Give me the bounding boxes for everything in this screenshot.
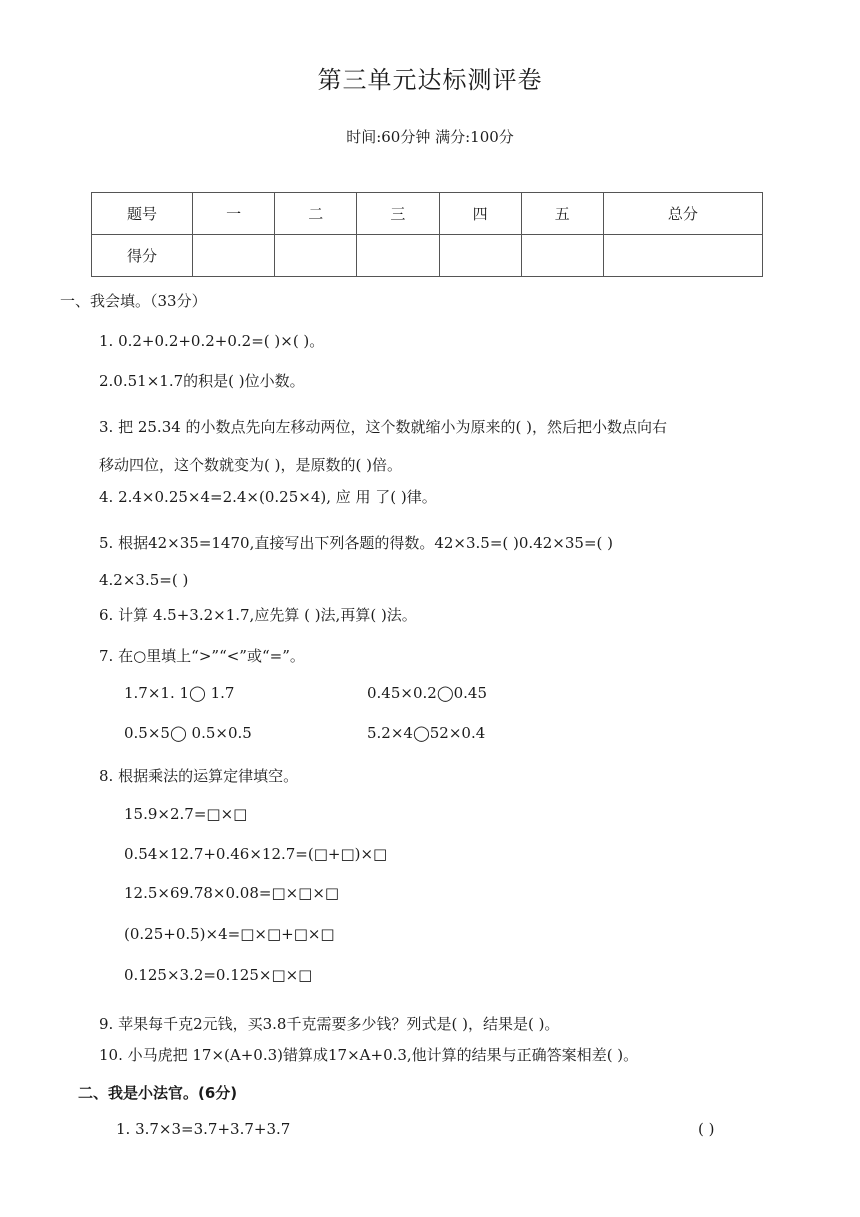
question-3-line2: 移动四位，这个数就变为( )，是原数的( )倍。 (99, 456, 402, 474)
header-section-5: 五 (521, 193, 603, 235)
header-section-3: 三 (357, 193, 439, 235)
question-10: 10. 小马虎把 17×(A+0.3)错算成17×A+0.3,他计算的结果与正确答案相差( )。 (99, 1046, 639, 1064)
question-4: 4. 2.4×0.25×4=2.4×(0.25×4), 应 用 了( )律。 (99, 488, 437, 506)
question-2: 2.0.51×1.7的积是( )位小数。 (99, 372, 305, 390)
law-item-1: 15.9×2.7=□×□ (124, 805, 248, 823)
score-cell-total[interactable] (603, 235, 762, 277)
header-section-2: 二 (275, 193, 357, 235)
law-item-3: 12.5×69.78×0.08=□×□×□ (124, 884, 340, 902)
header-section-4: 四 (439, 193, 521, 235)
law-item-5: 0.125×3.2=0.125×□×□ (124, 966, 313, 984)
header-section-1: 一 (193, 193, 275, 235)
score-cell-5[interactable] (521, 235, 603, 277)
header-question-number: 题号 (92, 193, 193, 235)
compare-item-4: 5.2×4◯52×0.4 (367, 724, 486, 742)
compare-item-2: 0.45×0.2◯0.45 (367, 684, 488, 702)
score-cell-3[interactable] (357, 235, 439, 277)
page-title: 第三单元达标测评卷 (317, 66, 543, 94)
section2-heading: 二、我是小法官。(6分) (78, 1084, 238, 1102)
question-5-line1: 5. 根据42×35=1470,直接写出下列各题的得数。42×3.5=( )0.42×35=( ) (99, 534, 613, 552)
question-9: 9. 苹果每千克2元钱，买3.8千克需要多少钱？列式是( )，结果是( )。 (99, 1015, 560, 1033)
question-5-line2: 4.2×3.5=( ) (99, 571, 189, 589)
score-row-label: 得分 (92, 235, 193, 277)
judge-question-1: 1. 3.7×3=3.7+3.7+3.7 (116, 1120, 291, 1138)
question-6: 6. 计算 4.5+3.2×1.7,应先算 ( )法,再算( )法。 (99, 606, 417, 624)
score-cell-2[interactable] (275, 235, 357, 277)
score-table (91, 192, 763, 277)
question-1: 1. 0.2+0.2+0.2+0.2=( )×( )。 (99, 332, 325, 350)
score-table-header-row (92, 193, 763, 235)
law-item-4: (0.25+0.5)×4=□×□+□×□ (124, 925, 335, 943)
exam-info: 时间:60分钟 满分:100分 (346, 128, 514, 146)
score-table-score-row (92, 235, 763, 277)
law-item-2: 0.54×12.7+0.46×12.7=(□+□)×□ (124, 845, 388, 863)
compare-item-3: 0.5×5◯ 0.5×0.5 (124, 724, 252, 742)
judge-answer-bracket-1[interactable]: ( ) (698, 1120, 715, 1138)
section1-heading: 一、我会填。（33分） (60, 292, 207, 310)
score-cell-1[interactable] (193, 235, 275, 277)
question-7: 7. 在○里填上“>”“<”或“=”。 (99, 647, 305, 665)
header-total: 总分 (603, 193, 762, 235)
question-3-line1: 3. 把 25.34 的小数点先向左移动两位，这个数就缩小为原来的( )，然后把小数点向右 (99, 418, 668, 436)
question-8: 8. 根据乘法的运算定律填空。 (99, 767, 299, 785)
score-cell-4[interactable] (439, 235, 521, 277)
compare-item-1: 1.7×1. 1◯ 1.7 (124, 684, 235, 702)
